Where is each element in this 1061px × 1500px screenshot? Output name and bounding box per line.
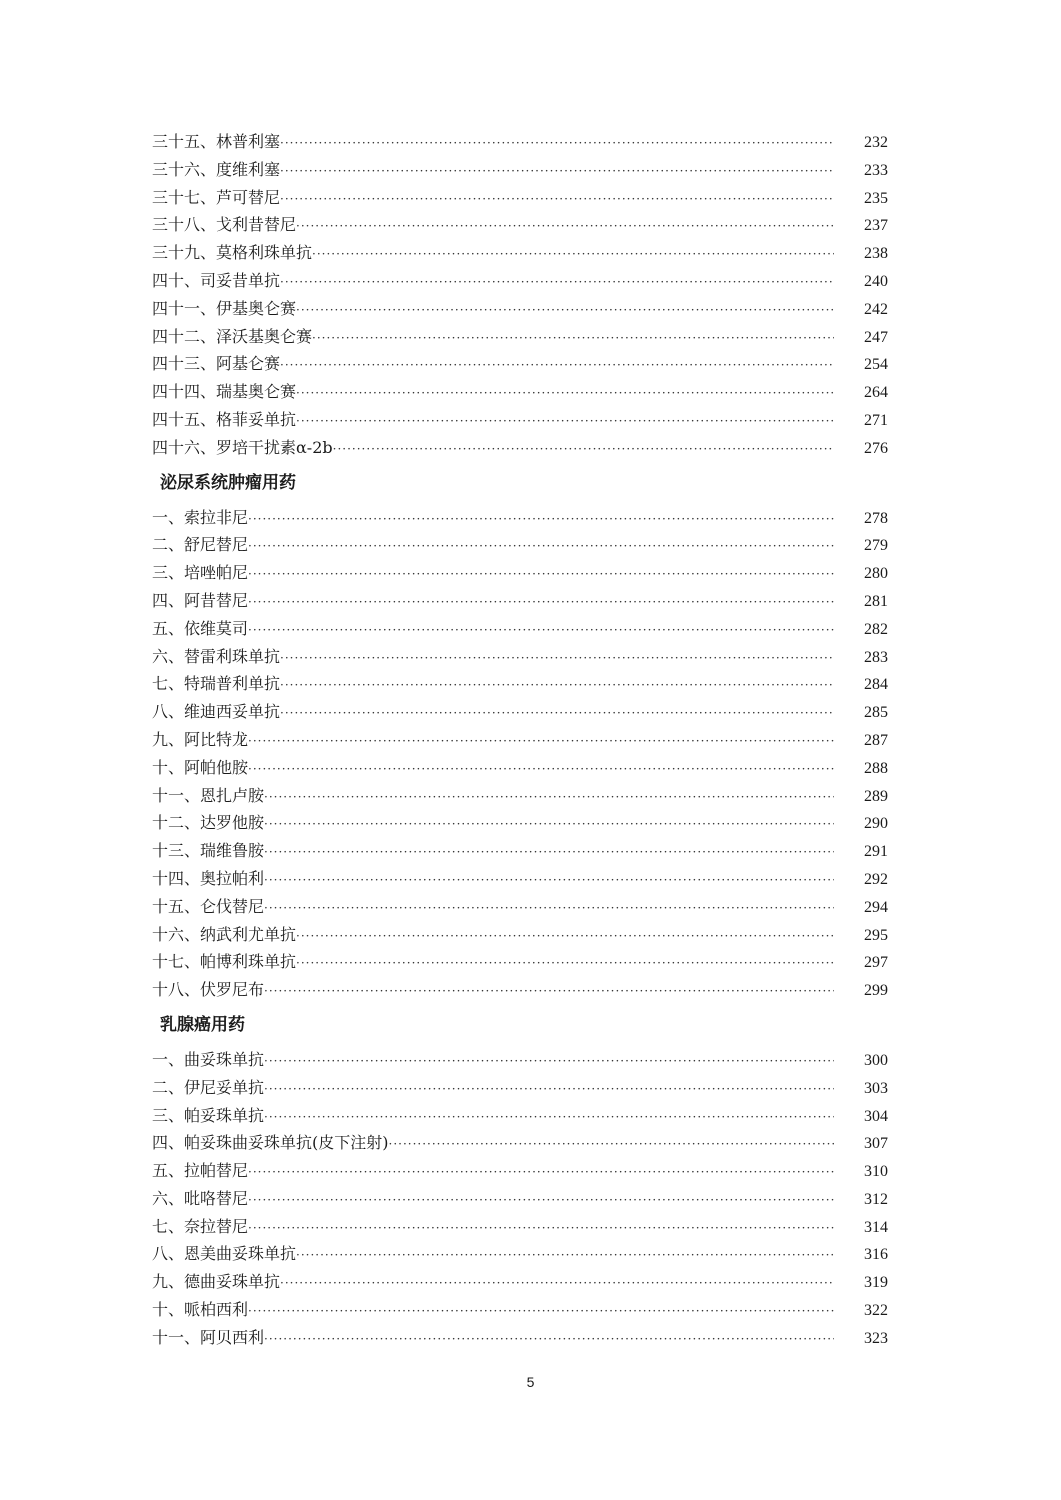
table-of-contents [152, 128, 888, 1352]
toc-entry[interactable] [152, 615, 888, 643]
toc-entry-title: 四十四、瑞基奥仑赛 [152, 382, 297, 402]
dot-leader [264, 895, 834, 923]
toc-entry-page: 304 [864, 1107, 888, 1125]
toc-entry-page: 294 [864, 898, 888, 916]
dot-leader [296, 408, 834, 436]
dot-leader [296, 950, 834, 978]
toc-entry[interactable] [152, 1074, 888, 1102]
toc-entry-page: 238 [864, 245, 888, 263]
toc-entry-title: 十六、纳武利尤单抗 [152, 924, 297, 944]
toc-entry[interactable] [152, 1157, 888, 1185]
toc-entry-title: 六、替雷利珠单抗 [152, 646, 281, 666]
toc-entry[interactable] [152, 1324, 888, 1352]
dot-leader [264, 784, 834, 812]
toc-entry-title: 十八、伏罗尼布 [152, 980, 265, 1000]
toc-entry-title: 四十、司妥昔单抗 [152, 270, 281, 290]
toc-entry-page: 292 [864, 870, 888, 888]
toc-entry-title: 十二、达罗他胺 [152, 813, 265, 833]
toc-entry-title: 九、德曲妥珠单抗 [152, 1272, 281, 1292]
toc-entry-title: 二、伊尼妥单抗 [152, 1077, 265, 1097]
toc-entry-title: 一、曲妥珠单抗 [152, 1049, 265, 1069]
toc-entry-title: 五、拉帕替尼 [152, 1161, 249, 1181]
dot-leader [264, 811, 834, 839]
toc-entry-title: 三、培唑帕尼 [152, 563, 249, 583]
toc-entry-page: 299 [864, 982, 888, 1000]
toc-entry-page: 289 [864, 787, 888, 805]
toc-entry-page: 310 [864, 1163, 888, 1181]
toc-entry-title: 二、舒尼替尼 [152, 535, 249, 555]
toc-entry-title: 十七、帕博利珠单抗 [152, 952, 297, 972]
toc-entry-page: 303 [864, 1079, 888, 1097]
toc-entry[interactable] [152, 211, 888, 239]
toc-entry[interactable] [152, 587, 888, 615]
toc-entry[interactable] [152, 406, 888, 434]
toc-entry[interactable] [152, 1213, 888, 1241]
toc-entry-page: 247 [864, 328, 888, 346]
toc-entry[interactable] [152, 434, 888, 462]
section-heading: 泌尿系统肿瘤用药 [160, 472, 296, 493]
toc-entry[interactable] [152, 531, 888, 559]
toc-entry-page: 240 [864, 272, 888, 290]
toc-entry[interactable] [152, 156, 888, 184]
dot-leader [389, 1131, 835, 1159]
toc-entry-page: 323 [864, 1329, 888, 1347]
toc-entry-title: 八、恩美曲妥珠单抗 [152, 1244, 297, 1264]
toc-entry[interactable] [152, 1296, 888, 1324]
toc-entry-title: 三十五、林普利塞 [152, 132, 281, 151]
toc-entry-title: 三十六、度维利塞 [152, 159, 281, 179]
toc-entry-title: 四、阿昔替尼 [152, 590, 249, 610]
toc-entry[interactable] [152, 1046, 888, 1074]
toc-entry-title: 十、哌柏西利 [152, 1300, 249, 1320]
toc-entry[interactable] [152, 837, 888, 865]
toc-entry-page: 312 [864, 1190, 888, 1208]
dot-leader [296, 923, 834, 951]
toc-entry-page: 300 [864, 1051, 888, 1069]
toc-entry-page: 283 [864, 648, 888, 666]
toc-entry[interactable] [152, 893, 888, 921]
toc-entry[interactable] [152, 239, 888, 267]
dot-leader [264, 1326, 834, 1354]
toc-entry[interactable] [152, 643, 888, 671]
toc-entry-page: 322 [864, 1302, 888, 1320]
toc-entry-page: 314 [864, 1218, 888, 1236]
dot-leader [248, 1159, 834, 1187]
dot-leader [280, 645, 834, 673]
toc-entry-page: 285 [864, 704, 888, 722]
toc-entry-title: 四、帕妥珠曲妥珠单抗(皮下注射) [152, 1133, 389, 1153]
toc-entry-title: 四十二、泽沃基奥仑赛 [152, 326, 313, 346]
dot-leader [248, 1187, 834, 1215]
toc-entry-title: 十三、瑞维鲁胺 [152, 841, 265, 861]
dot-leader [312, 325, 834, 353]
toc-entry-title: 六、吡咯替尼 [152, 1188, 249, 1208]
toc-entry[interactable] [152, 1268, 888, 1296]
toc-entry-title: 三十九、莫格利珠单抗 [152, 243, 313, 263]
toc-entry[interactable] [152, 323, 888, 351]
toc-entry-page: 281 [864, 592, 888, 610]
toc-entry-title: 三十八、戈利昔替尼 [152, 215, 297, 235]
dot-leader [333, 436, 834, 464]
dot-leader [248, 617, 834, 645]
toc-entry-page: 316 [864, 1246, 888, 1264]
toc-entry[interactable] [152, 184, 888, 212]
toc-entry-title: 五、依维莫司 [152, 618, 249, 638]
dot-leader [312, 241, 834, 269]
toc-entry-page: 291 [864, 843, 888, 861]
toc-entry[interactable] [152, 378, 888, 406]
dot-leader [248, 1215, 834, 1243]
toc-entry[interactable] [152, 948, 888, 976]
dot-leader [280, 352, 834, 380]
dot-leader [248, 589, 834, 617]
dot-leader [280, 1270, 834, 1298]
toc-entry-page: 280 [864, 565, 888, 583]
toc-entry-page: 297 [864, 954, 888, 972]
toc-entry-page: 242 [864, 300, 888, 318]
page-number: 5 [526, 1374, 535, 1390]
dot-leader [280, 158, 834, 186]
toc-entry[interactable] [152, 726, 888, 754]
dot-leader [264, 867, 834, 895]
toc-entry-title: 四十五、格菲妥单抗 [152, 409, 297, 429]
toc-entry-page: 233 [864, 161, 888, 179]
toc-entry-page: 235 [864, 189, 888, 207]
toc-entry-page: 237 [864, 217, 888, 235]
toc-entry-page: 319 [864, 1274, 888, 1292]
toc-entry-title: 九、阿比特龙 [152, 729, 249, 749]
toc-entry-page: 232 [864, 134, 888, 151]
toc-entry[interactable] [152, 559, 888, 587]
toc-entry-title: 三、帕妥珠单抗 [152, 1105, 265, 1125]
dot-leader [248, 561, 834, 589]
dot-leader [248, 1298, 834, 1326]
toc-entry-title: 四十三、阿基仑赛 [152, 354, 281, 374]
toc-entry-title: 四十六、罗培干扰素α-2b [152, 437, 333, 457]
dot-leader [248, 533, 834, 561]
dot-leader [296, 1242, 834, 1270]
toc-entry-page: 279 [864, 537, 888, 555]
dot-leader [264, 1104, 834, 1132]
toc-entry[interactable] [152, 504, 888, 532]
toc-entry-title: 一、索拉非尼 [152, 507, 249, 527]
toc-entry[interactable] [152, 295, 888, 323]
dot-leader [264, 1048, 834, 1076]
toc-entry[interactable] [152, 782, 888, 810]
section-heading: 乳腺癌用药 [160, 1014, 245, 1035]
toc-entry-page: 254 [864, 356, 888, 374]
toc-entry-title: 三十七、芦可替尼 [152, 187, 281, 207]
toc-entry-title: 十一、阿贝西利 [152, 1327, 265, 1347]
dot-leader [280, 186, 834, 214]
toc-entry-title: 四十一、伊基奥仑赛 [152, 298, 297, 318]
toc-entry[interactable] [152, 1102, 888, 1130]
toc-entry-title: 七、奈拉替尼 [152, 1216, 249, 1236]
toc-entry[interactable] [152, 809, 888, 837]
toc-entry[interactable] [152, 921, 888, 949]
toc-entry-page: 271 [864, 411, 888, 429]
toc-entry-page: 288 [864, 759, 888, 777]
toc-entry-page: 282 [864, 620, 888, 638]
dot-leader [280, 672, 834, 700]
dot-leader [248, 506, 834, 534]
dot-leader [264, 1076, 834, 1104]
toc-entry-page: 287 [864, 731, 888, 749]
toc-entry[interactable] [152, 698, 888, 726]
dot-leader [280, 700, 834, 728]
toc-entry[interactable] [152, 267, 888, 295]
toc-entry[interactable] [152, 1185, 888, 1213]
toc-entry[interactable] [152, 1129, 888, 1157]
toc-entry-title: 十五、仑伐替尼 [152, 896, 265, 916]
toc-entry-page: 290 [864, 815, 888, 833]
toc-entry[interactable] [152, 128, 888, 156]
toc-entry[interactable] [152, 670, 888, 698]
toc-entry-title: 十、阿帕他胺 [152, 757, 249, 777]
toc-entry-title: 十四、奥拉帕利 [152, 868, 265, 888]
dot-leader [280, 269, 834, 297]
toc-entry-page: 295 [864, 926, 888, 944]
toc-entry-page: 284 [864, 676, 888, 694]
toc-entry[interactable] [152, 1240, 888, 1268]
dot-leader [296, 380, 834, 408]
toc-entry[interactable] [152, 865, 888, 893]
toc-entry-title: 八、维迪西妥单抗 [152, 702, 281, 722]
toc-entry-title: 七、特瑞普利单抗 [152, 674, 281, 694]
toc-entry-page: 264 [864, 384, 888, 402]
toc-entry-page: 278 [864, 509, 888, 527]
toc-entry-page: 276 [864, 439, 888, 457]
toc-entry-page: 307 [864, 1135, 888, 1153]
toc-entry[interactable] [152, 976, 888, 1004]
toc-entry[interactable] [152, 754, 888, 782]
toc-entry[interactable] [152, 350, 888, 378]
dot-leader [248, 756, 834, 784]
toc-entry-title: 十一、恩扎卢胺 [152, 785, 265, 805]
dot-leader [264, 839, 834, 867]
dot-leader [280, 130, 834, 158]
dot-leader [296, 213, 834, 241]
dot-leader [264, 978, 834, 1006]
dot-leader [296, 297, 834, 325]
dot-leader [248, 728, 834, 756]
